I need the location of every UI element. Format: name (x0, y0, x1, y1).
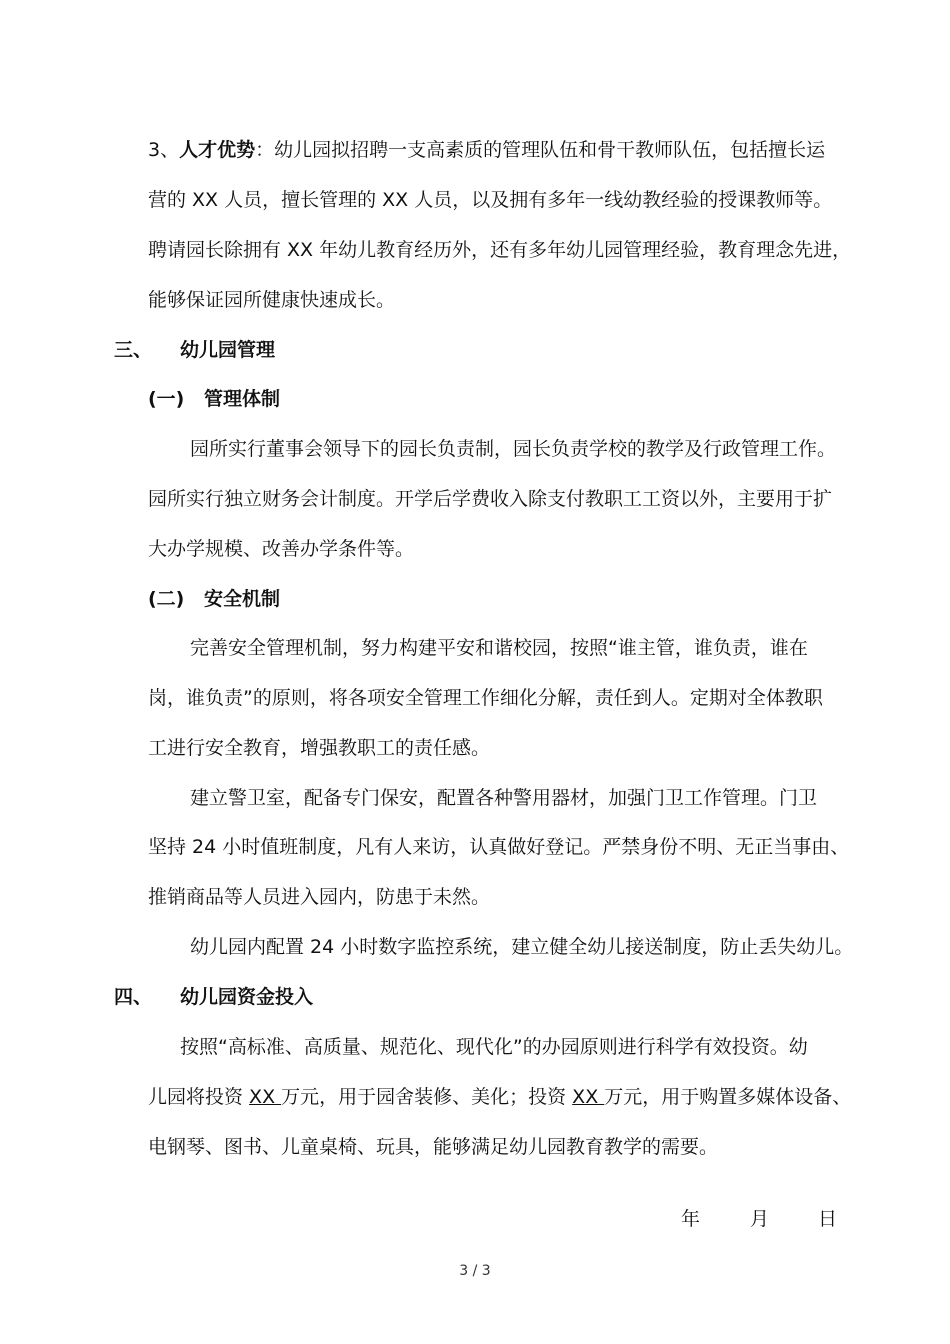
date-year: 年 (681, 1208, 701, 1230)
talent-line1-rest: ：幼儿园拟招聘一支高素质的管理队伍和骨干教师队伍，包括擅长运 (255, 139, 826, 161)
section4-line2-c: 万元，用于购置多媒体设备、 (604, 1086, 852, 1108)
section3-number: 三、 (114, 339, 153, 361)
section4-line-1: 按照“高标准、高质量、规范化、现代化”的办园原则进行科学有效投资。幼 (180, 1036, 808, 1058)
sub1-number: (一) (148, 388, 185, 410)
sub2-p2-line-2: 坚持 24 小时值班制度，凡有人来访，认真做好登记。严禁身份不明、无正当事由、 (148, 836, 850, 858)
sub1-title: 管理体制 (204, 388, 281, 410)
talent-line-2: 营的 XX 人员，擅长管理的 XX 人员，以及拥有多年一线幼教经验的授课教师等。 (148, 189, 833, 211)
section4-line-2 (148, 1085, 851, 1109)
date-day: 日 (818, 1208, 838, 1230)
sub2-title: 安全机制 (204, 588, 281, 610)
investment-amount-2: XX (572, 1086, 605, 1108)
sub2-p2-line-1: 建立警卫室，配备专门保安，配置各种警用器材，加强门卫工作管理。门卫 (190, 787, 818, 809)
talent-line-3: 聘请园长除拥有 XX 年幼儿教育经历外，还有多年幼儿园管理经验，教育理念先进， (148, 239, 852, 261)
section3-title: 幼儿园管理 (180, 339, 276, 361)
page-number: 3 / 3 (459, 1263, 491, 1279)
sub1-line-2: 园所实行独立财务会计制度。开学后学费收入除支付教职工工资以外，主要用于扩 (148, 488, 833, 510)
investment-amount-1: XX (249, 1086, 282, 1108)
section4-title: 幼儿园资金投入 (180, 986, 314, 1008)
talent-line-4: 能够保证园所健康快速成长。 (148, 289, 396, 311)
talent-line-1 (148, 138, 825, 162)
section4-line2-b: 万元，用于园舍装修、美化；投资 (281, 1086, 573, 1108)
sub2-p2-line-3: 推销商品等人员进入园内，防患于未然。 (148, 886, 491, 908)
talent-prefix: 3、 (148, 139, 180, 161)
section4-line2-a: 儿园将投资 (148, 1086, 250, 1108)
sub2-p1-line-3: 工进行安全教育，增强教职工的责任感。 (148, 737, 491, 759)
sub1-line-1: 园所实行董事会领导下的园长负责制，园长负责学校的教学及行政管理工作。 (190, 438, 837, 460)
sub1-line-3: 大办学规模、改善办学条件等。 (148, 538, 415, 560)
sub2-p3-line: 幼儿园内配置 24 小时数字监控系统，建立健全幼儿接送制度，防止丢失幼儿。 (190, 936, 854, 958)
sub2-number: (二) (148, 588, 185, 610)
section4-line-3: 电钢琴、图书、儿童桌椅、玩具，能够满足幼儿园教育教学的需要。 (148, 1136, 719, 1158)
sub2-p1-line-1: 完善安全管理机制，努力构建平安和谐校园，按照“谁主管，谁负责，谁在 (190, 637, 808, 659)
section4-number: 四、 (114, 986, 153, 1008)
date-month: 月 (750, 1208, 770, 1230)
talent-label: 人才优势 (179, 139, 256, 161)
sub2-p1-line-2: 岗，谁负责”的原则，将各项安全管理工作细化分解，责任到人。定期对全体教职 (148, 687, 823, 709)
